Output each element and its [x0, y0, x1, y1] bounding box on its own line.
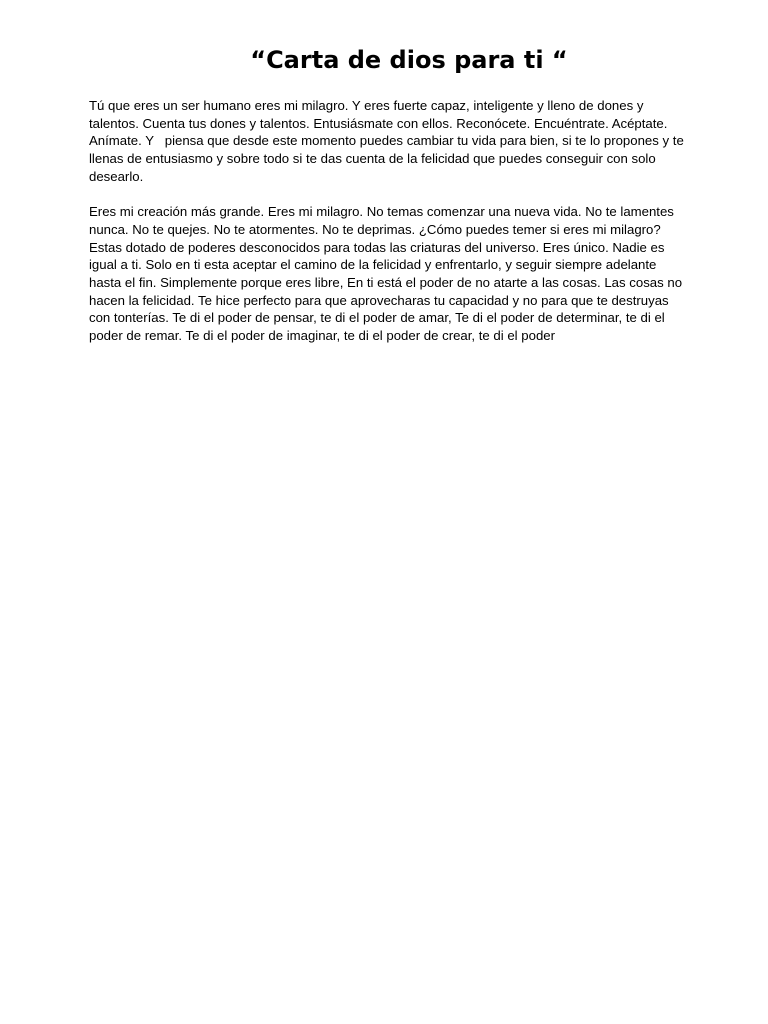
paragraph-2 [89, 203, 729, 345]
paragraph-line: Estas dotado de poderes desconocidos para todas las criaturas del universo. Eres único. Nadie es [89, 239, 665, 255]
paragraph-line: Anímate. Y piensa que desde este momento puedes cambiar tu vida para bien, si te lo propones y te [89, 133, 684, 149]
paragraph-line: talentos. Cuenta tus dones y talentos. Entusiásmate con ellos. Reconócete. Encuéntrate. Acéptate. [89, 115, 668, 131]
paragraph-line: Tú que eres un ser humano eres mi milagro. Y eres fuerte capaz, inteligente y lleno de dones y [89, 98, 644, 113]
paragraph-spacer [89, 186, 729, 204]
paragraph-line: nunca. No te quejes. No te atormentes. No te deprimas. ¿Cómo puedes temer si eres mi milagro? [89, 221, 661, 237]
paragraph-line: hasta el fin. Simplemente porque eres libre, En ti está el poder de no atarte a las cosas. Las cosas no [89, 275, 683, 291]
paragraph-line: desearlo. [89, 168, 144, 184]
paragraph-line: Eres mi creación más grande. Eres mi milagro. No temas comenzar una nueva vida. No te lamentes [89, 204, 674, 220]
document-body [89, 97, 729, 345]
paragraph-line: con tonterías. Te di el poder de pensar, te di el poder de amar, Te di el poder de determinar, te di el [89, 310, 665, 326]
paragraph-line: igual a ti. Solo en ti esta aceptar el camino de la felicidad y enfrentarlo, y seguir siempre adelante [89, 257, 657, 273]
paragraph-1 [89, 97, 729, 186]
paragraph-line: poder de remar. Te di el poder de imaginar, te di el poder de crear, te di el poder [89, 328, 556, 344]
document-title: “Carta de dios para ti “ [250, 46, 568, 74]
paragraph-line: hacen la felicidad. Te hice perfecto para que aprovecharas tu capacidad y no para que te destruyas [89, 292, 669, 308]
paragraph-line: llenas de entusiasmo y sobre todo si te das cuenta de la felicidad que puedes conseguir con solo [89, 151, 656, 167]
